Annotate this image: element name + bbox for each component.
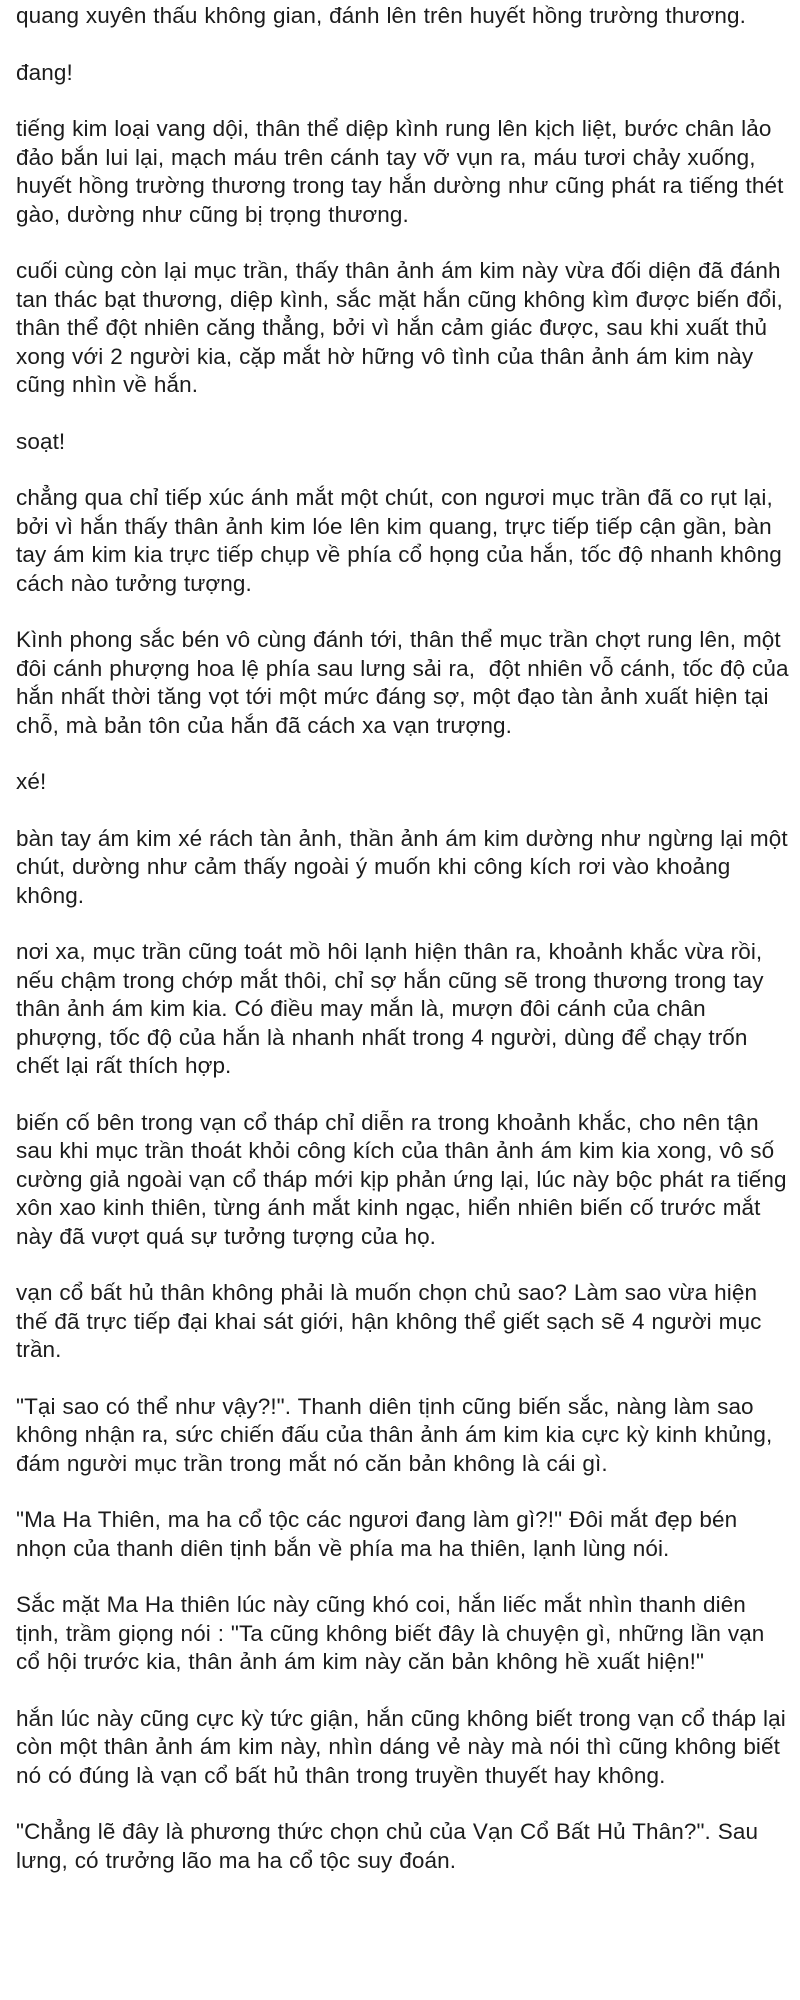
- paragraph: đang!: [16, 59, 73, 85]
- paragraph: "Chẳng lẽ đây là phương thức chọn chủ của Vạn Cổ Bất Hủ Thân?". Sau lưng, có trưởng lão ma ha cổ tộc suy đoán.: [16, 1819, 765, 1873]
- paragraph: Kình phong sắc bén vô cùng đánh tới, thân thể mục trần chợt rung lên, một đôi cánh phượng hoa lệ phía sau lưng sải ra, đột nhiên vỗ cánh, tốc độ của hắn nhất thời tăng vọt tới một mức đáng sợ, một đạo tàn ảnh xuất hiện tại chỗ, mà bản tôn của hắn đã cách xa vạn trượng.: [16, 627, 796, 738]
- paragraph: xé!: [16, 769, 47, 794]
- paragraph: "Ma Ha Thiên, ma ha cổ tộc các ngươi đang làm gì?!" Đôi mắt đẹp bén nhọn của thanh diên tịnh bắn về phía ma ha thiên, lạnh lùng nói.: [16, 1507, 745, 1561]
- paragraph: vạn cổ bất hủ thân không phải là muốn chọn chủ sao? Làm sao vừa hiện thế đã trực tiếp đại khai sát giới, hận không thể giết sạch sẽ 4 người mục trần.: [16, 1280, 769, 1362]
- paragraph: hắn lúc này cũng cực kỳ tức giận, hắn cũng không biết trong vạn cổ tháp lại còn một thân ảnh ám kim này, nhìn dáng vẻ này mà nói thì cũng không biết nó có đúng là vạn cổ bất hủ thân trong truyền thuyết hay không.: [16, 1705, 793, 1788]
- paragraph: biến cố bên trong vạn cổ tháp chỉ diễn ra trong khoảnh khắc, cho nên tận sau khi mục trần thoát khỏi công kích của thân ảnh ám kim kia xong, vô số cường giả ngoài vạn cổ tháp mới kịp phản ứng lại, lúc này bộc phát ra tiếng xôn xao kinh thiên, từng ánh mắt kinh ngạc, hiển nhiên biến cố trước mắt này đã vượt quá sự tưởng tượng của họ.: [16, 1109, 794, 1249]
- paragraph: soạt!: [16, 428, 66, 454]
- paragraph: chẳng qua chỉ tiếp xúc ánh mắt một chút, con ngươi mục trần đã co rụt lại, bởi vì hắn thấy thân ảnh kim lóe lên kim quang, trực tiếp tiếp cận gần, bàn tay ám kim kia trực tiếp chụp về phía cổ họng của hắn, tốc độ nhanh không cách nào tưởng tượng.: [16, 485, 789, 596]
- paragraph: tiếng kim loại vang dội, thân thể diệp kình rung lên kịch liệt, bước chân lảo đảo bắn lui lại, mạch máu trên cánh tay vỡ vụn ra, máu tươi chảy xuống, huyết hồng trường thương trong tay hắn dường như cũng phát ra tiếng thét gào, dường như cũng bị trọng thương.: [16, 116, 791, 227]
- paragraph: cuối cùng còn lại mục trần, thấy thân ảnh ám kim này vừa đối diện đã đánh tan thác bạt thương, diệp kình, sắc mặt hắn cũng không kìm được biến đổi, thân thể đột nhiên căng thẳng, bởi vì hắn cảm giác được, sau khi xuất thủ xong với 2 người kia, cặp mắt hờ hững vô tình của thân ảnh ám kim này cũng nhìn về hắn.: [16, 258, 790, 397]
- paragraph: "Tại sao có thể như vậy?!". Thanh diên tịnh cũng biến sắc, nàng làm sao không nhận ra, sức chiến đấu của thân ảnh ám kim kia cực kỳ kinh khủng, đám người mục trần trong mắt nó căn bản không là cái gì.: [16, 1393, 780, 1476]
- paragraph: bàn tay ám kim xé rách tàn ảnh, thần ảnh ám kim dường như ngừng lại một chút, dường như cảm thấy ngoài ý muốn khi công kích rơi vào khoảng không.: [16, 825, 795, 908]
- paragraph: nơi xa, mục trần cũng toát mồ hôi lạnh hiện thân ra, khoảnh khắc vừa rồi, nếu chậm trong chớp mắt thôi, chỉ sợ hắn cũng sẽ trong thương trong tay thân ảnh ám kim kia. Có điều may mắn là, mượn đôi cánh của chân phượng, tốc độ của hắn là nhanh nhất trong 4 người, dùng để chạy trốn chết lại rất thích hợp.: [16, 939, 771, 1078]
- paragraph: quang xuyên thấu không gian, đánh lên trên huyết hồng trường thương.: [16, 3, 746, 28]
- paragraph: Sắc mặt Ma Ha thiên lúc này cũng khó coi, hắn liếc mắt nhìn thanh diên tịnh, trầm giọng nói : "Ta cũng không biết đây là chuyện gì, những lần vạn cổ hội trước kia, thân ảnh ám kim này căn bản không hề xuất hiện!": [16, 1592, 772, 1674]
